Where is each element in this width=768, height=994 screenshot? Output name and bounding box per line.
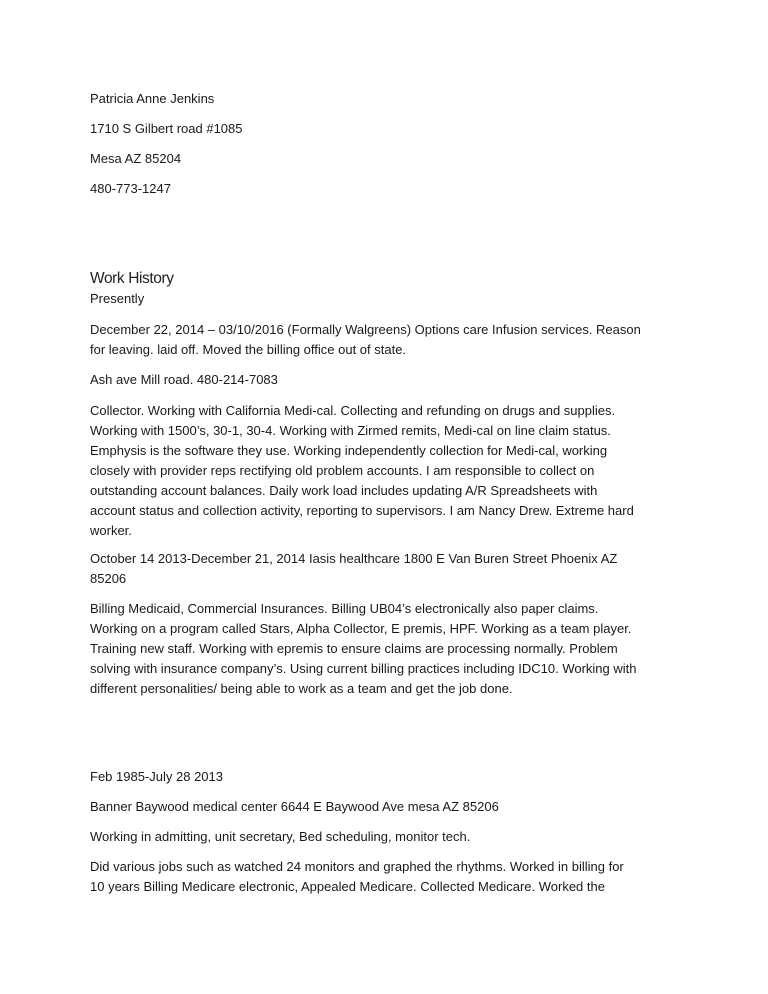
- text-line: December 22, 2014 – 03/10/2016 (Formally Walgreens) Options care Infusion services. Reason: [90, 322, 641, 337]
- contact-phone: 480-773-1247: [90, 181, 171, 196]
- contact-name: Patricia Anne Jenkins: [90, 91, 215, 106]
- text-line: Working with 1500’s, 30-1, 30-4. Working with Zirmed remits, Medi-cal on line claim status.: [90, 423, 611, 438]
- text-line: for leaving. laid off. Moved the billing office out of state.: [90, 342, 407, 357]
- text-line: Did various jobs such as watched 24 monitors and graphed the rhythms. Worked in billing for: [90, 859, 624, 874]
- text-line: closely with provider reps rectifying old problem accounts. I am responsible to collect on: [90, 463, 595, 478]
- job2-dates: [90, 549, 690, 589]
- text-line: October 14 2013-December 21, 2014 Iasis healthcare 1800 E Van Buren Street Phoenix AZ: [90, 551, 618, 566]
- job1-description: [90, 401, 690, 541]
- text-line: Training new staff. Working with epremis to ensure claims are processing normally. Problem: [90, 641, 618, 656]
- text-line: Collector. Working with California Medi-cal. Collecting and refunding on drugs and supplies.: [90, 403, 616, 418]
- contact-city: Mesa AZ 85204: [90, 151, 182, 166]
- text-line: account status and collection activity, reporting to supervisors. I am Nancy Drew. Extreme hard: [90, 503, 634, 518]
- section-heading-work-history: Work History: [90, 270, 174, 287]
- job3-employer: Banner Baywood medical center 6644 E Baywood Ave mesa AZ 85206: [90, 799, 499, 814]
- text-line: 10 years Billing Medicare electronic, Appealed Medicare. Collected Medicare. Worked the: [90, 879, 605, 894]
- job3-dates: Feb 1985-July 28 2013: [90, 769, 223, 784]
- job1-dates: [90, 320, 690, 360]
- text-line: Emphysis is the software they use. Working independently collection for Medi-cal, working: [90, 443, 608, 458]
- text-line: Working on a program called Stars, Alpha Collector, E premis, HPF. Working as a team player.: [90, 621, 632, 636]
- job3-description: [90, 857, 690, 897]
- job3-roles: Working in admitting, unit secretary, Bed scheduling, monitor tech.: [90, 829, 471, 844]
- job1-location: Ash ave Mill road. 480-214-7083: [90, 372, 278, 387]
- text-line: outstanding account balances. Daily work load includes updating A/R Spreadsheets with: [90, 483, 598, 498]
- job2-description: [90, 599, 690, 699]
- text-line: solving with insurance company’s. Using current billing practices including IDC10. Working with: [90, 661, 637, 676]
- text-line: Billing Medicaid, Commercial Insurances. Billing UB04’s electronically also paper claims.: [90, 601, 599, 616]
- text-line: different personalities/ being able to work as a team and get the job done.: [90, 681, 513, 696]
- text-line: worker.: [90, 523, 132, 538]
- contact-address: 1710 S Gilbert road #1085: [90, 121, 243, 136]
- text-line: 85206: [90, 571, 127, 586]
- presently-label: Presently: [90, 291, 145, 306]
